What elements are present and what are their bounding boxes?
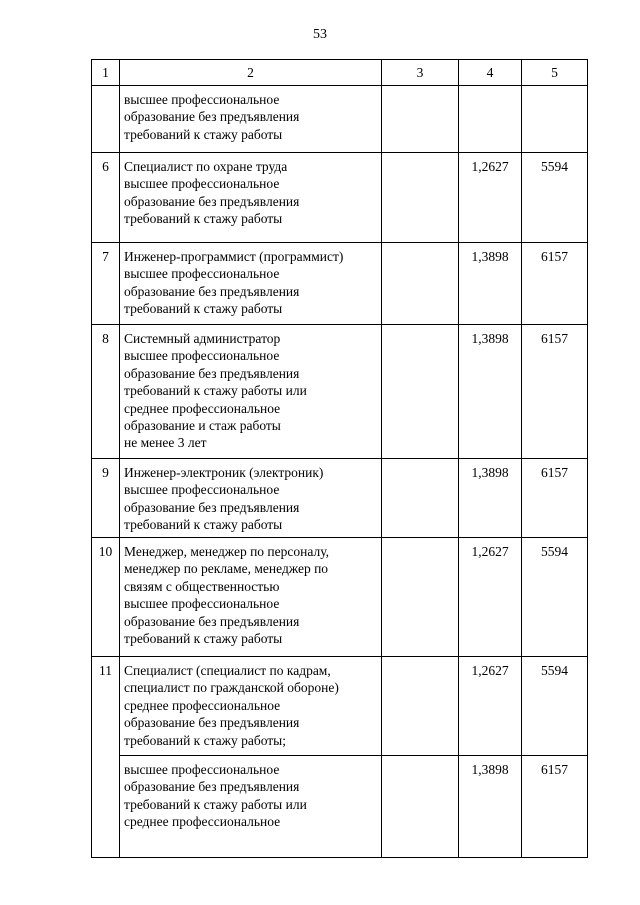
salary-cell [522, 86, 588, 153]
coefficient-cell: 1,3898 [459, 325, 522, 459]
coefficient-cell: 1,2627 [459, 153, 522, 243]
row-col3 [382, 756, 459, 858]
position-description: высшее профессиональное образование без предъявления требований к стажу работы или среднее профессиональное [120, 756, 382, 858]
position-description: высшее профессиональное образование без предъявления требований к стажу работы [120, 86, 382, 153]
table-row [92, 243, 588, 325]
salary-cell: 6157 [522, 459, 588, 538]
row-number: 7 [92, 243, 120, 325]
salary-cell: 6157 [522, 325, 588, 459]
salary-table [91, 59, 588, 858]
table-row [92, 657, 588, 756]
row-col3 [382, 153, 459, 243]
coefficient-cell: 1,3898 [459, 243, 522, 325]
coefficient-cell: 1,2627 [459, 538, 522, 657]
page-number: 53 [313, 27, 327, 42]
position-description: Менеджер, менеджер по персоналу, менеджер по рекламе, менеджер по связям с общественностью высшее профессиональное образование без предъявления требований к стажу работы [120, 538, 382, 657]
table-header-row [92, 60, 588, 86]
header-cell-2: 2 [120, 60, 382, 86]
row-col3 [382, 243, 459, 325]
row-col3 [382, 325, 459, 459]
row-col3 [382, 657, 459, 756]
salary-cell: 5594 [522, 538, 588, 657]
coefficient-cell: 1,2627 [459, 657, 522, 756]
salary-cell: 6157 [522, 243, 588, 325]
position-description: Инженер-программист (программист) высшее профессиональное образование без предъявления требований к стажу работы [120, 243, 382, 325]
header-cell-3: 3 [382, 60, 459, 86]
row-col3 [382, 459, 459, 538]
position-description: Специалист (специалист по кадрам, специалист по гражданской обороне) среднее профессиональное образование без предъявления требований к стажу работы; [120, 657, 382, 756]
row-number: 9 [92, 459, 120, 538]
table-row [92, 538, 588, 657]
row-number: 11 [92, 657, 120, 858]
table-row [92, 153, 588, 243]
salary-cell: 5594 [522, 657, 588, 756]
row-col3 [382, 538, 459, 657]
header-cell-5: 5 [522, 60, 588, 86]
header-cell-4: 4 [459, 60, 522, 86]
coefficient-cell: 1,3898 [459, 459, 522, 538]
salary-cell: 6157 [522, 756, 588, 858]
table-row [92, 756, 588, 858]
row-col3 [382, 86, 459, 153]
coefficient-cell [459, 86, 522, 153]
row-number [92, 86, 120, 153]
row-number: 10 [92, 538, 120, 657]
position-description: Системный администратор высшее профессиональное образование без предъявления требований к стажу работы или среднее профессиональное образование и стаж работы не менее 3 лет [120, 325, 382, 459]
table-row [92, 86, 588, 153]
salary-cell: 5594 [522, 153, 588, 243]
coefficient-cell: 1,3898 [459, 756, 522, 858]
row-number: 8 [92, 325, 120, 459]
row-number: 6 [92, 153, 120, 243]
table-row [92, 459, 588, 538]
position-description: Специалист по охране труда высшее профессиональное образование без предъявления требований к стажу работы [120, 153, 382, 243]
table-row [92, 325, 588, 459]
header-cell-1: 1 [92, 60, 120, 86]
position-description: Инженер-электроник (электроник) высшее профессиональное образование без предъявления требований к стажу работы [120, 459, 382, 538]
